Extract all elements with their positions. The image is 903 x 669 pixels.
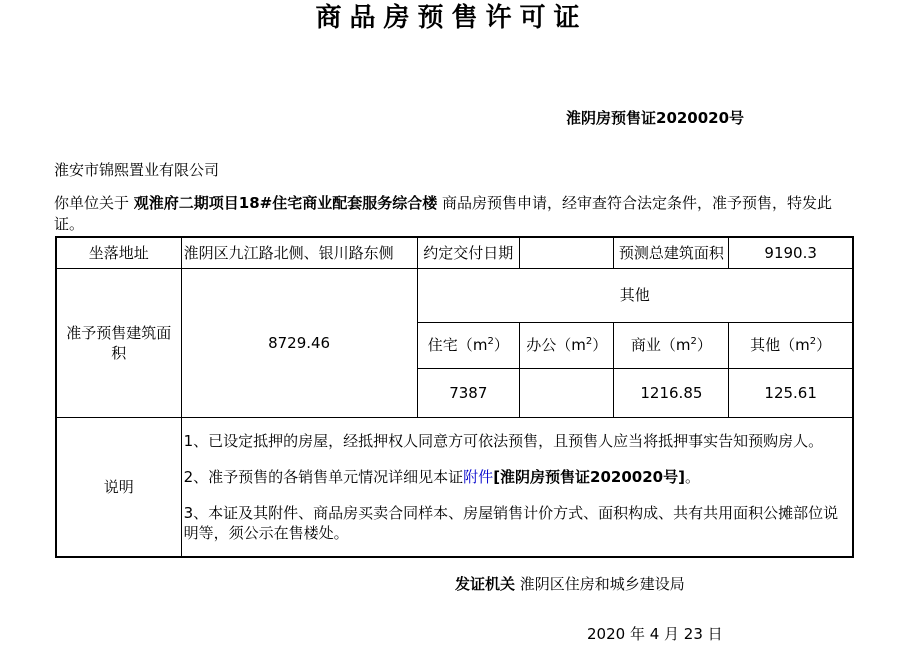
table-row — [56, 268, 853, 322]
delivery-label: 约定交付日期 — [417, 237, 520, 268]
presale-table — [55, 236, 854, 558]
table-row — [56, 237, 853, 268]
category-header-residential: 住宅$(m^2)$ — [417, 322, 520, 368]
issuing-authority — [455, 574, 685, 594]
note-1: 1、已设定抵押的房屋，经抵押权人同意方可依法预售，且预售人应当将抵押事实告知预购房人。 — [183, 431, 824, 450]
category-value-commercial: 1216.85 — [614, 368, 729, 417]
category-value-residential: 7387 — [417, 368, 520, 417]
total-area-value: 9190.3 — [729, 237, 853, 268]
note-2-cert-ref: [淮阴房预售证2020020号] — [493, 467, 685, 486]
presale-area-label: 准予预售建筑面积 — [56, 268, 181, 417]
issuer-value: 淮阴区住房和城乡建设局 — [515, 575, 685, 593]
issuer-label: 发证机关 — [455, 575, 516, 593]
certificate-title: 商品房预售许可证 — [315, 3, 588, 33]
certificate-number: 淮阴房预售证2020020号 — [566, 109, 745, 127]
intro-suffix: 商品房预售申请，经审查符合法定条件，准予预售，特发此证。 — [54, 194, 833, 233]
category-header-office: 办公$(m^2)$ — [520, 322, 614, 368]
delivery-value — [520, 237, 614, 268]
note-3: 3、本证及其附件、商品房买卖合同样本、房屋销售计价方式、面积构成、共有共用面积公摊部位说明等，须公示在售楼处。 — [183, 503, 839, 542]
notes-cell — [181, 417, 853, 557]
table-row — [56, 417, 853, 557]
intro-prefix: 你单位关于 — [54, 194, 134, 212]
attachment-link[interactable]: 附件 — [463, 467, 494, 486]
company-name: 淮安市锦熙置业有限公司 — [54, 161, 220, 179]
category-value-other: 125.61 — [729, 368, 853, 417]
location-label: 坐落地址 — [56, 237, 181, 268]
other-header: 其他 — [417, 268, 853, 322]
presale-area-value: 8729.46 — [181, 268, 417, 417]
total-area-label: 预测总建筑面积 — [614, 237, 729, 268]
category-header-commercial: 商业$(m^2)$ — [614, 322, 729, 368]
category-value-office — [520, 368, 614, 417]
notes-label: 说明 — [56, 417, 181, 557]
project-name: 观淮府二期项目18#住宅商业配套服务综合楼 — [133, 194, 438, 212]
note-2: 2、准予预售的各销售单元情况详细见本证附件[淮阴房预售证2020020号]。 — [183, 467, 700, 486]
intro-paragraph — [54, 193, 854, 235]
category-header-other: 其他$(m^2)$ — [729, 322, 853, 368]
location-value: 淮阴区九江路北侧、银川路东侧 — [181, 237, 417, 268]
issue-date: 2020 年 4 月 23 日 — [587, 625, 723, 643]
